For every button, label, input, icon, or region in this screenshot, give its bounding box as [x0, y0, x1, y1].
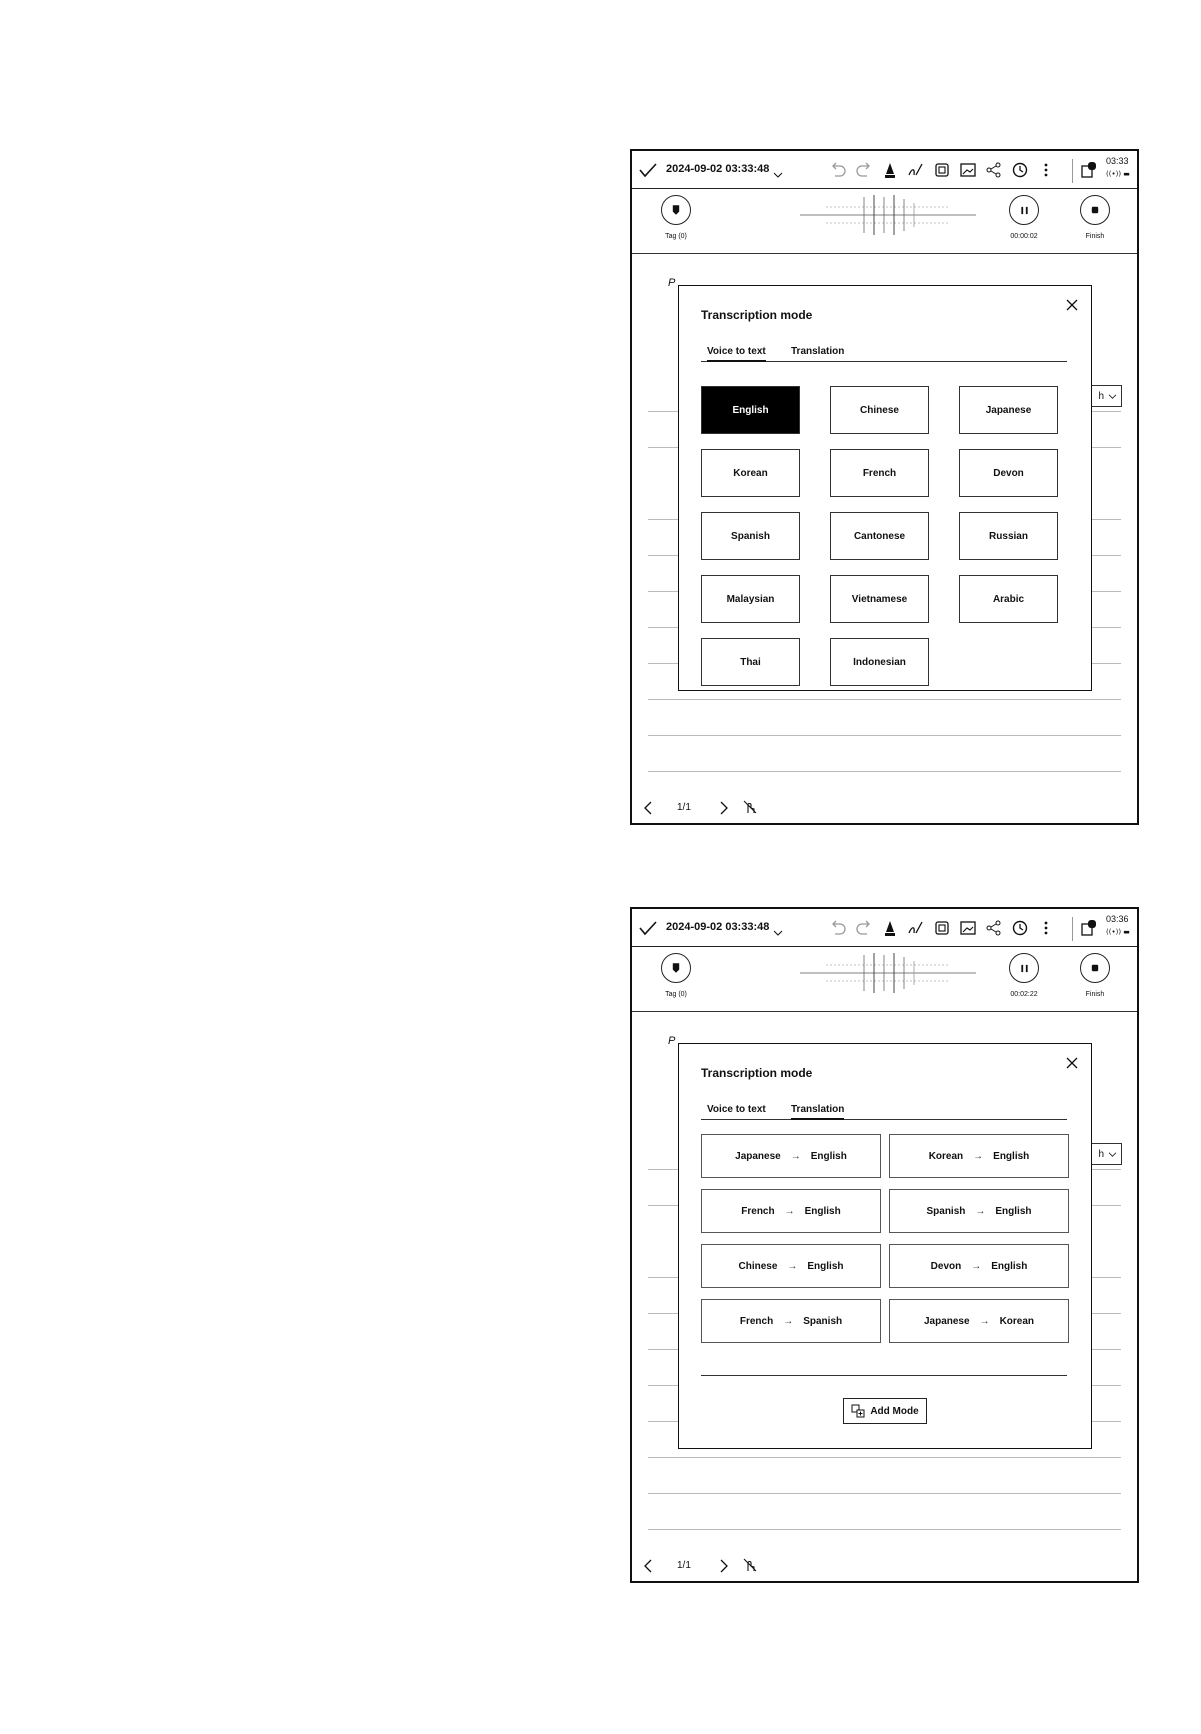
- status-indicators: ((•)) ▬: [1106, 928, 1130, 936]
- note-text-fragment: P: [668, 277, 676, 289]
- checkmark-icon[interactable]: [638, 919, 658, 937]
- page-indicator: 1/1: [677, 1560, 691, 1571]
- audio-waveform: [800, 195, 976, 235]
- add-mode-label: Add Mode: [870, 1405, 919, 1417]
- chevron-down-icon[interactable]: [773, 166, 783, 174]
- translation-mode-option[interactable]: [701, 1134, 881, 1178]
- language-option[interactable]: Indonesian: [830, 638, 929, 686]
- finish-label: Finish: [1085, 233, 1105, 240]
- language-option[interactable]: Chinese: [830, 386, 929, 434]
- share-icon[interactable]: [984, 918, 1004, 938]
- recording-timer: 00:00:02: [1010, 233, 1038, 240]
- language-option[interactable]: English: [701, 386, 800, 434]
- finish-button[interactable]: [1080, 953, 1110, 983]
- stop-icon: [1091, 206, 1099, 214]
- tab-translation[interactable]: Translation: [791, 1104, 844, 1120]
- status-indicators: ((•)) ▬: [1106, 170, 1130, 178]
- add-mode-icon: [851, 1404, 865, 1418]
- translation-mode-option[interactable]: [889, 1299, 1069, 1343]
- pause-icon: [1020, 964, 1029, 973]
- dialog-divider: [701, 1375, 1067, 1376]
- chevron-down-icon[interactable]: [773, 924, 783, 932]
- chevron-left-icon[interactable]: [642, 801, 654, 815]
- source-language: Japanese: [735, 1150, 781, 1162]
- clock-time: 03:33: [1106, 156, 1129, 166]
- arrow-right-icon: →: [975, 1205, 986, 1217]
- tab-voice-to-text[interactable]: Voice to text: [707, 346, 766, 362]
- target-language: Korean: [999, 1315, 1035, 1327]
- language-select-value: h: [1098, 1148, 1104, 1160]
- finish-label: Finish: [1085, 991, 1105, 998]
- undo-icon[interactable]: [828, 160, 848, 180]
- arrow-right-icon: →: [783, 1315, 794, 1327]
- checkmark-icon[interactable]: [638, 161, 658, 179]
- language-option[interactable]: French: [830, 449, 929, 497]
- recording-bar: [632, 189, 1137, 254]
- arrow-right-icon: →: [971, 1260, 982, 1272]
- source-language: Chinese: [738, 1260, 778, 1272]
- tag-label: Tag (0): [665, 233, 687, 240]
- close-icon[interactable]: [1065, 1056, 1079, 1070]
- source-language: Korean: [928, 1150, 964, 1162]
- history-icon[interactable]: [1010, 160, 1030, 180]
- target-language: English: [991, 1260, 1028, 1272]
- pause-button[interactable]: [1009, 195, 1039, 225]
- language-option[interactable]: Thai: [701, 638, 800, 686]
- target-language: English: [807, 1260, 844, 1272]
- language-option[interactable]: Korean: [701, 449, 800, 497]
- translation-mode-option[interactable]: [701, 1189, 881, 1233]
- dialog-tabs: [701, 346, 1067, 362]
- note-date[interactable]: 2024-09-02 03:33:48: [666, 163, 770, 175]
- tag-label: Tag (0): [665, 991, 687, 998]
- audio-waveform: [800, 953, 976, 993]
- page-navigation: [632, 793, 1137, 823]
- eraser-pen-icon[interactable]: [906, 160, 926, 180]
- target-language: English: [804, 1205, 841, 1217]
- arrow-right-icon: →: [790, 1150, 801, 1162]
- tag-icon: [672, 205, 680, 215]
- source-language: Spanish: [926, 1205, 966, 1217]
- recording-bar: [632, 947, 1137, 1012]
- translation-mode-option[interactable]: [889, 1189, 1069, 1233]
- note-line: [648, 1529, 1121, 1530]
- language-option[interactable]: Russian: [959, 512, 1058, 560]
- tag-icon: [672, 963, 680, 973]
- arrow-right-icon: →: [787, 1260, 798, 1272]
- chevron-down-icon: [1108, 1151, 1117, 1158]
- pause-button[interactable]: [1009, 953, 1039, 983]
- device-screen-voice-to-text: [630, 149, 1139, 825]
- dialog-title: Transcription mode: [701, 308, 813, 322]
- target-language: English: [993, 1150, 1030, 1162]
- note-line: [648, 699, 1121, 700]
- tab-translation[interactable]: Translation: [791, 346, 845, 357]
- dialog-tabs: [701, 1104, 1067, 1120]
- clock-time: 03:36: [1106, 914, 1129, 924]
- page-indicator: 1/1: [677, 802, 691, 813]
- undo-icon[interactable]: [828, 918, 848, 938]
- translation-mode-option[interactable]: [701, 1299, 881, 1343]
- toolbar-divider: [1072, 159, 1073, 183]
- more-icon[interactable]: [1036, 160, 1056, 180]
- layers-icon[interactable]: [932, 160, 952, 180]
- top-toolbar: [632, 909, 1137, 947]
- tag-button[interactable]: [661, 195, 691, 225]
- history-icon[interactable]: [1010, 918, 1030, 938]
- image-icon[interactable]: [958, 918, 978, 938]
- stop-icon: [1091, 964, 1099, 972]
- language-option[interactable]: Japanese: [959, 386, 1058, 434]
- source-language: Japanese: [923, 1315, 970, 1327]
- note-line: [648, 735, 1121, 736]
- note-text-fragment: P: [668, 1035, 676, 1047]
- redo-icon[interactable]: [854, 160, 874, 180]
- language-option[interactable]: Malaysian: [701, 575, 800, 623]
- device-screen-translation: [630, 907, 1139, 1583]
- recording-timer: 00:02:22: [1010, 991, 1038, 998]
- translation-mode-option[interactable]: [889, 1244, 1069, 1288]
- tab-voice-to-text[interactable]: Voice to text: [707, 1104, 766, 1115]
- share-icon[interactable]: [984, 160, 1004, 180]
- language-select-value: h: [1098, 390, 1104, 402]
- pen-tool-icon[interactable]: [880, 918, 900, 938]
- redo-icon[interactable]: [854, 918, 874, 938]
- pen-tool-icon[interactable]: [880, 160, 900, 180]
- chevron-down-icon: [1108, 393, 1117, 400]
- arrow-right-icon: →: [973, 1150, 984, 1162]
- source-language: Devon: [930, 1260, 962, 1272]
- source-language: French: [741, 1205, 775, 1217]
- target-language: English: [810, 1150, 847, 1162]
- multitask-icon[interactable]: [1079, 918, 1099, 938]
- target-language: Spanish: [803, 1315, 843, 1327]
- image-icon[interactable]: [958, 160, 978, 180]
- language-option[interactable]: Vietnamese: [830, 575, 929, 623]
- arrow-right-icon: →: [784, 1205, 795, 1217]
- transcription-mode-dialog: [678, 1043, 1092, 1449]
- pause-icon: [1020, 206, 1029, 215]
- note-line: [648, 1457, 1121, 1458]
- eraser-pen-icon[interactable]: [906, 918, 926, 938]
- note-line: [648, 771, 1121, 772]
- add-mode-button[interactable]: [843, 1398, 927, 1424]
- language-option[interactable]: Arabic: [959, 575, 1058, 623]
- target-language: English: [995, 1205, 1032, 1217]
- chevron-right-icon[interactable]: [718, 801, 730, 815]
- arrow-right-icon: →: [979, 1315, 990, 1327]
- language-option[interactable]: Devon: [959, 449, 1058, 497]
- toolbar-divider: [1072, 917, 1073, 941]
- finish-button[interactable]: [1080, 195, 1110, 225]
- top-toolbar: [632, 151, 1137, 189]
- translation-mode-option[interactable]: [701, 1244, 881, 1288]
- translation-mode-option[interactable]: [889, 1134, 1069, 1178]
- note-date[interactable]: 2024-09-02 03:33:48: [666, 921, 770, 933]
- page-navigation: [632, 1551, 1137, 1581]
- more-icon[interactable]: [1036, 918, 1056, 938]
- touch-disabled-icon[interactable]: [742, 799, 758, 815]
- tag-button[interactable]: [661, 953, 691, 983]
- touch-disabled-icon[interactable]: [742, 1557, 758, 1573]
- dialog-title: Transcription mode: [701, 1066, 813, 1080]
- transcription-mode-dialog: [678, 285, 1092, 691]
- chevron-right-icon[interactable]: [718, 1559, 730, 1573]
- layers-icon[interactable]: [932, 918, 952, 938]
- note-line: [648, 1493, 1121, 1494]
- language-option[interactable]: Cantonese: [830, 512, 929, 560]
- source-language: French: [739, 1315, 774, 1327]
- language-option[interactable]: Spanish: [701, 512, 800, 560]
- multitask-icon[interactable]: [1079, 160, 1099, 180]
- close-icon[interactable]: [1065, 298, 1079, 312]
- chevron-left-icon[interactable]: [642, 1559, 654, 1573]
